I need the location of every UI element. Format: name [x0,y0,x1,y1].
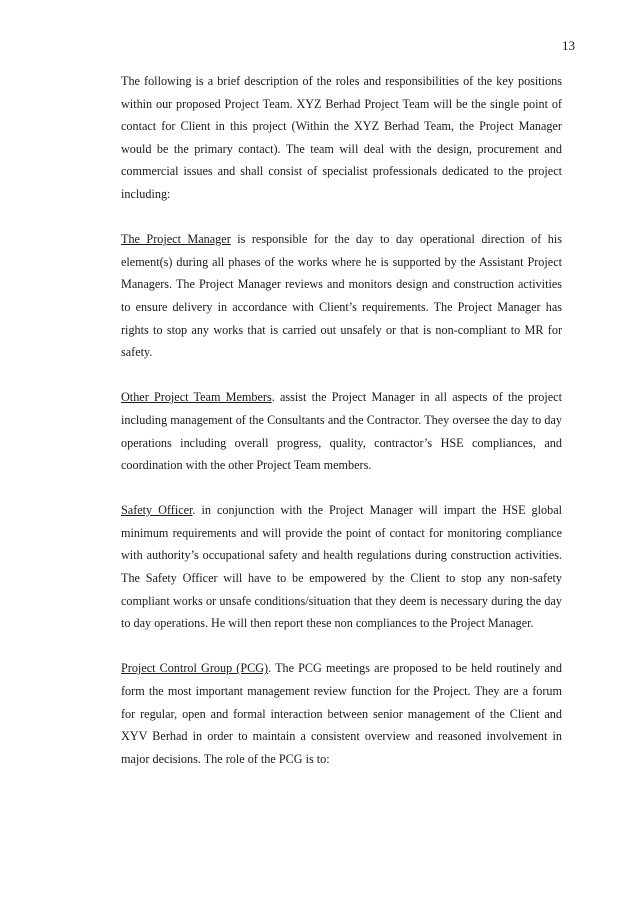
paragraph-text: . in conjunction with the Project Manager will impart the HSE global minimum requirements and will provide the point of contact for monitoring compliance with authority’s occupational safety and health regulations during construction activities. The Safety Officer will have to be empowered by the Client to stop any non-safety compliant works or unsafe conditions/situation that they deem is necessary during the day to day operations. He will then report these non compliances to the Project Manager. [121,503,562,631]
project-manager-paragraph [121,228,562,364]
paragraph-text: The following is a brief description of the roles and responsibilities of the key positions within our proposed Project Team. XYZ Berhad Project Team will be the single point of contact for Client in this project (Within the XYZ Berhad Team, the Project Manager would be the primary contact). The team will deal with the design, procurement and commercial issues and shall consist of specialist professionals dedicated to the project including: [121,74,562,201]
paragraph-heading: Project Control Group (PCG) [121,661,269,676]
paragraph-heading: The Project Manager [121,232,231,247]
intro-paragraph [121,70,562,206]
paragraph-heading: Other Project Team Members [121,390,272,405]
page-number: 13 [562,38,575,53]
paragraph-heading: Safety Officer [121,503,193,518]
pcg-paragraph [121,657,562,770]
body-text [121,70,562,793]
paragraph-text: . The PCG meetings are proposed to be held routinely and form the most important management review function for the Project. They are a forum for regular, open and formal interaction between senior management of the Client and XYV Berhad in order to maintain a consistent overview and reasoned involvement in major decisions. The role of the PCG is to: [121,661,563,766]
paragraph-text: . assist the Project Manager in all aspects of the project including management of the Consultants and the Contractor. They oversee the day to day operations including overall progress, quality, contractor’s HSE compliances, and coordination with the other Project Team members. [121,390,562,473]
team-members-paragraph [121,386,562,476]
paragraph-text: is responsible for the day to day operational direction of his element(s) during all phases of the works where he is supported by the Assistant Project Managers. The Project Manager reviews and monitors design and construction activities to ensure delivery in accordance with Client’s requirements. The Project Manager has rights to stop any works that is carried out unsafely or that is non-compliant to MR for safety. [121,232,562,360]
safety-officer-paragraph [121,499,562,635]
